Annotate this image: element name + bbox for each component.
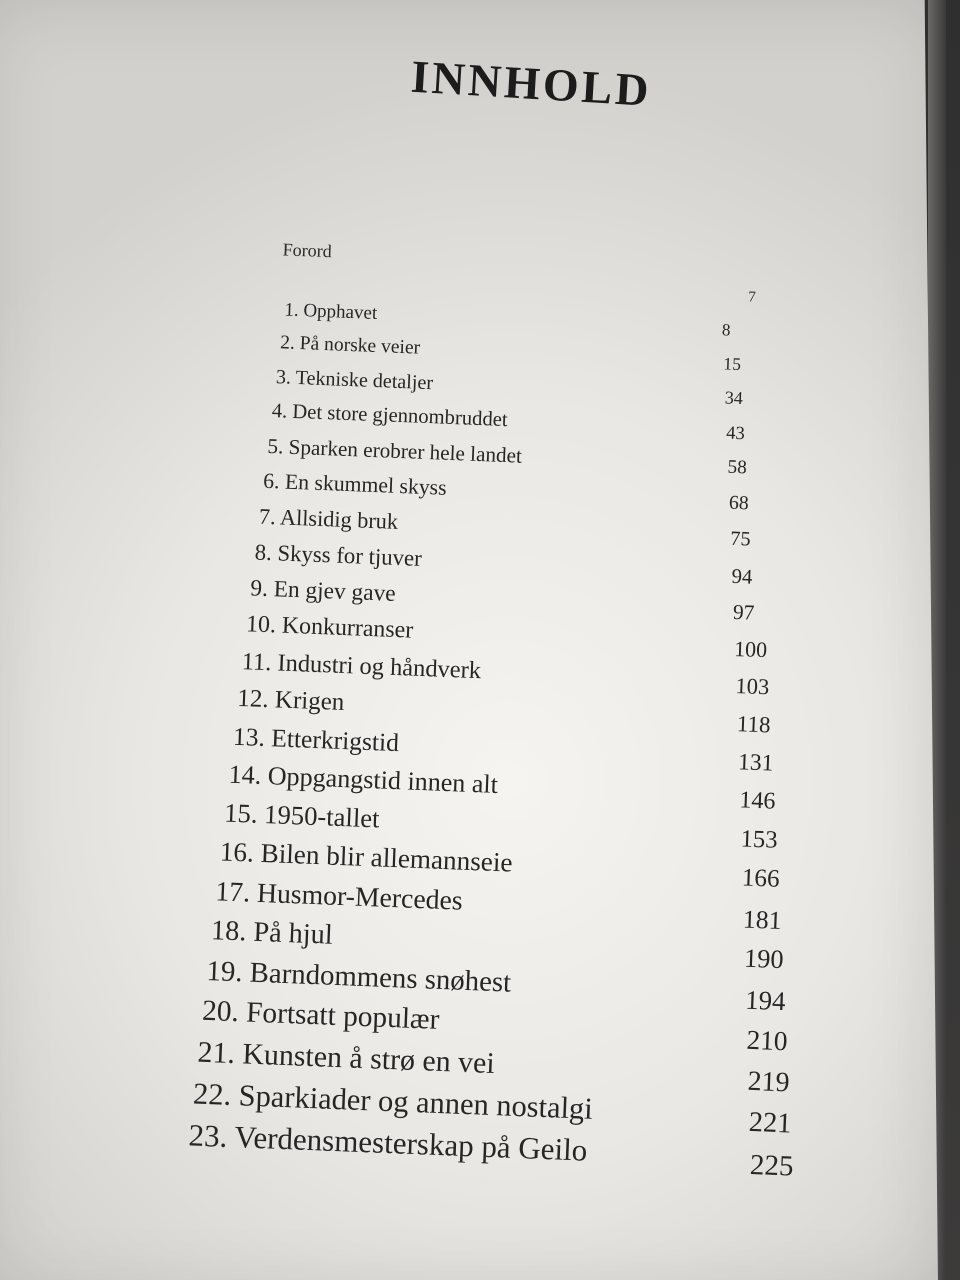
toc-foreword-title: Forord [282, 239, 333, 262]
toc-chapter-title: 1. Opphavet [284, 299, 378, 325]
toc-chapter-page: 43 [725, 422, 746, 444]
toc-chapter-page: 15 [723, 353, 742, 375]
toc-chapter-page: 100 [733, 636, 768, 663]
toc-chapter-page: 68 [728, 491, 750, 515]
toc-chapter-title: 22. Sparkiader og annen nostalgi [192, 1076, 594, 1126]
toc-chapter-title: 13. Etterkrigstid [232, 722, 400, 758]
toc-chapter-title: 7. Allsidig bruk [258, 503, 399, 535]
toc-chapter-page: 221 [748, 1107, 793, 1140]
toc-chapter-page: 94 [731, 563, 753, 589]
toc-chapter-page: 34 [724, 387, 744, 409]
toc-chapter-title: 15. 1950-tallet [223, 797, 381, 834]
toc-chapter-page: 181 [742, 904, 783, 935]
toc-foreword-page: 7 [747, 289, 757, 306]
toc-chapter-title: 8. Skyss for tjuver [254, 539, 423, 571]
toc-chapter-page: 97 [732, 599, 755, 625]
toc-chapter-page: 153 [740, 825, 779, 855]
toc-chapter-title: 4. Det store gjennombruddet [271, 399, 509, 431]
toc-chapter-title: 5. Sparken erobrer hele landet [267, 434, 523, 468]
toc-chapter-page: 103 [735, 673, 770, 700]
toc-chapter-title: 9. En gjev gave [249, 574, 397, 607]
toc-chapter-title: 17. Husmor-Mercedes [214, 875, 464, 916]
toc-chapter-page: 118 [736, 710, 771, 738]
toc-chapter-title: 14. Oppgangstid innen alt [228, 759, 499, 800]
toc-chapter-page: 58 [727, 456, 748, 479]
toc-chapter-page: 190 [743, 943, 785, 975]
toc-chapter-page: 146 [738, 786, 776, 815]
toc-chapter-page: 166 [741, 864, 781, 894]
toc-chapter-title: 2. På norske veier [279, 332, 421, 359]
toc-chapter-page: 225 [749, 1148, 795, 1183]
toc-chapter-title: 16. Bilen blir allemannseie [219, 836, 514, 878]
toc-chapter-title: 3. Tekniske detaljer [275, 365, 434, 394]
page-title: INNHOLD [409, 50, 654, 116]
toc-chapter-page: 8 [721, 320, 731, 340]
toc-chapter-title: 12. Krigen [236, 684, 345, 716]
toc-chapter-title: 6. En skummel skyss [262, 468, 448, 500]
toc-chapter-title: 19. Barndommens snøhest [206, 954, 512, 999]
toc-chapter-title: 20. Fortsatt populær [201, 994, 440, 1036]
toc-chapter-title: 23. Verdensmesterskap på Geilo [188, 1117, 588, 1168]
toc-chapter-title: 18. På hjul [210, 914, 334, 951]
toc-chapter-title: 10. Konkurranser [245, 611, 414, 644]
toc-chapter-page: 75 [729, 527, 752, 551]
toc-chapter-title: 21. Kunsten å strø en vei [197, 1035, 496, 1080]
toc-chapter-page: 219 [747, 1065, 791, 1099]
toc-chapter-page: 194 [744, 984, 787, 1016]
toc-chapter-title: 11. Industri og håndverk [241, 647, 482, 684]
toc-chapter-page: 210 [745, 1024, 789, 1057]
toc-chapter-page: 131 [737, 748, 774, 777]
